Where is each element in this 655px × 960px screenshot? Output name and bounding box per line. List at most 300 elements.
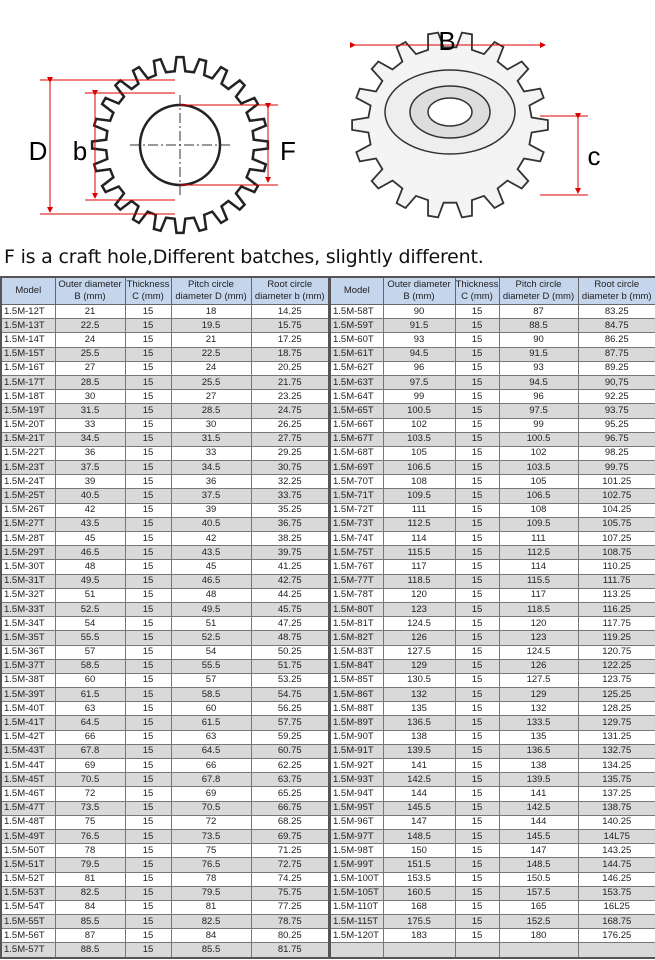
table-row [330,773,655,787]
cell-model: 1.5M-81T [330,617,383,631]
cell-pitch-diameter: 114 [499,560,578,574]
header-thickness: Thickness C (mm) [455,277,499,305]
table-row [330,432,655,446]
cell-root-diameter: 93.75 [578,404,655,418]
cell-root-diameter: 35.25 [251,503,329,517]
cell-outer-diameter: 75 [55,815,125,829]
cell-pitch-diameter: 97.5 [499,404,578,418]
cell-thickness: 15 [125,617,171,631]
cell-model: 1.5M-26T [1,503,55,517]
cell-root-diameter: 42.75 [251,574,329,588]
cell-thickness: 15 [455,886,499,900]
table-row [1,560,329,574]
cell-outer-diameter: 135 [383,702,455,716]
cell-outer-diameter: 54 [55,617,125,631]
cell-outer-diameter: 112.5 [383,517,455,531]
table-row [1,418,329,432]
cell-model: 1.5M-32T [1,588,55,602]
header-pitch-diameter: Pitch circle diameter D (mm) [171,277,251,305]
cell-model: 1.5M-69T [330,461,383,475]
header-model: Model [1,277,55,305]
cell-pitch-diameter: 36 [171,475,251,489]
cell-model: 1.5M-13T [1,319,55,333]
cell-pitch-diameter: 117 [499,588,578,602]
cell-model: 1.5M-52T [1,872,55,886]
table-row [330,688,655,702]
cell-pitch-diameter: 115.5 [499,574,578,588]
cell-outer-diameter: 24 [55,333,125,347]
cell-root-diameter: 144.75 [578,858,655,872]
cell-root-diameter: 140.25 [578,815,655,829]
cell-outer-diameter: 153.5 [383,872,455,886]
cell-model: 1.5M-62T [330,361,383,375]
cell-outer-diameter: 76.5 [55,829,125,843]
table-row [330,815,655,829]
table-row [1,900,329,914]
cell-root-diameter: 105.75 [578,517,655,531]
cell-outer-diameter: 93 [383,333,455,347]
table-row [1,645,329,659]
cell-pitch-diameter: 180 [499,929,578,943]
cell-model: 1.5M-60T [330,333,383,347]
cell-thickness: 15 [125,461,171,475]
cell-pitch-diameter: 136.5 [499,744,578,758]
cell-root-diameter: 69.75 [251,829,329,843]
cell-model: 1.5M-71T [330,489,383,503]
cell-model: 1.5M-54T [1,900,55,914]
cell-outer-diameter: 142.5 [383,773,455,787]
cell-model: 1.5M-37T [1,659,55,673]
cell-pitch-diameter: 145.5 [499,829,578,843]
cell-model: 1.5M-42T [1,730,55,744]
cell-thickness: 15 [455,716,499,730]
table-row [1,702,329,716]
table-row [1,716,329,730]
table-row [1,872,329,886]
table-row [1,305,329,319]
table-row [330,900,655,914]
cell-root-diameter: 71.25 [251,844,329,858]
cell-pitch-diameter: 150.5 [499,872,578,886]
cell-root-diameter [578,943,655,958]
table-row [330,489,655,503]
cell-root-diameter: 63.75 [251,773,329,787]
cell-thickness: 15 [125,574,171,588]
cell-root-diameter: 16L25 [578,900,655,914]
cell-model: 1.5M-14T [1,333,55,347]
cell-pitch-diameter: 18 [171,305,251,319]
cell-thickness: 15 [125,858,171,872]
cell-root-diameter: 59.25 [251,730,329,744]
table-row [330,673,655,687]
cell-pitch-diameter: 127.5 [499,673,578,687]
cell-thickness: 15 [455,759,499,773]
cell-outer-diameter: 36 [55,446,125,460]
cell-model: 1.5M-72T [330,503,383,517]
cell-model: 1.5M-58T [330,305,383,319]
cell-thickness: 15 [455,602,499,616]
cell-root-diameter: 134.25 [578,759,655,773]
cell-outer-diameter: 91.5 [383,319,455,333]
cell-outer-diameter: 114 [383,532,455,546]
cell-pitch-diameter: 87 [499,305,578,319]
cell-outer-diameter: 160.5 [383,886,455,900]
cell-outer-diameter: 66 [55,730,125,744]
cell-model: 1.5M-96T [330,815,383,829]
table-row [330,744,655,758]
cell-model: 1.5M-66T [330,418,383,432]
cell-pitch-diameter [499,943,578,958]
cell-root-diameter: 84.75 [578,319,655,333]
cell-thickness: 15 [125,503,171,517]
cell-thickness: 15 [125,489,171,503]
cell-root-diameter: 108.75 [578,546,655,560]
cell-root-diameter: 104.25 [578,503,655,517]
cell-model: 1.5M-80T [330,602,383,616]
cell-root-diameter: 26.25 [251,418,329,432]
table-row [330,886,655,900]
cell-root-diameter: 72.75 [251,858,329,872]
cell-pitch-diameter: 157.5 [499,886,578,900]
cell-root-diameter: 57.75 [251,716,329,730]
table-row [1,915,329,929]
cell-root-diameter: 75.75 [251,886,329,900]
cell-pitch-diameter: 52.5 [171,631,251,645]
cell-pitch-diameter: 66 [171,759,251,773]
cell-outer-diameter: 55.5 [55,631,125,645]
cell-root-diameter: 122.25 [578,659,655,673]
cell-model: 1.5M-12T [1,305,55,319]
gear-diagram [0,0,655,240]
table-row [1,347,329,361]
table-row [1,673,329,687]
table-row [330,361,655,375]
cell-model: 1.5M-61T [330,347,383,361]
cell-pitch-diameter: 37.5 [171,489,251,503]
cell-thickness: 15 [125,688,171,702]
cell-outer-diameter: 43.5 [55,517,125,531]
cell-pitch-diameter: 108 [499,503,578,517]
cell-model: 1.5M-59T [330,319,383,333]
cell-pitch-diameter: 31.5 [171,432,251,446]
cell-pitch-diameter: 73.5 [171,829,251,843]
table-row [1,390,329,404]
table-row [1,446,329,460]
cell-model: 1.5M-76T [330,560,383,574]
cell-root-diameter: 27.75 [251,432,329,446]
cell-thickness: 15 [125,716,171,730]
cell-pitch-diameter: 24 [171,361,251,375]
cell-outer-diameter: 73.5 [55,801,125,815]
cell-root-diameter: 48.75 [251,631,329,645]
cell-model: 1.5M-91T [330,744,383,758]
cell-root-diameter: 113.25 [578,588,655,602]
table-row [1,546,329,560]
table-row [330,787,655,801]
cell-model: 1.5M-51T [1,858,55,872]
cell-outer-diameter: 138 [383,730,455,744]
cell-thickness: 15 [455,461,499,475]
cell-root-diameter: 90,75 [578,375,655,389]
cell-model: 1.5M-95T [330,801,383,815]
cell-outer-diameter: 115.5 [383,546,455,560]
table-row [330,347,655,361]
table-row [330,588,655,602]
cell-pitch-diameter: 58.5 [171,688,251,702]
cell-pitch-diameter: 72 [171,815,251,829]
cell-thickness: 15 [455,787,499,801]
cell-outer-diameter: 151.5 [383,858,455,872]
cell-pitch-diameter: 30 [171,418,251,432]
cell-pitch-diameter: 63 [171,730,251,744]
cell-root-diameter: 54.75 [251,688,329,702]
cell-pitch-diameter: 165 [499,900,578,914]
cell-pitch-diameter: 85.5 [171,943,251,958]
cell-thickness: 15 [125,446,171,460]
cell-outer-diameter: 22.5 [55,319,125,333]
table-row [330,801,655,815]
table-row [330,461,655,475]
cell-root-diameter: 168.75 [578,915,655,929]
cell-root-diameter: 33.75 [251,489,329,503]
cell-root-diameter: 30.75 [251,461,329,475]
caption: F is a craft hole,Different batches, slightly different. [4,246,484,268]
cell-thickness: 15 [455,773,499,787]
cell-pitch-diameter: 90 [499,333,578,347]
cell-thickness: 15 [125,886,171,900]
cell-thickness: 15 [125,517,171,531]
cell-root-diameter: 116.25 [578,602,655,616]
cell-outer-diameter: 34.5 [55,432,125,446]
cell-thickness: 15 [455,333,499,347]
cell-model: 1.5M-19T [1,404,55,418]
cell-model: 1.5M-92T [330,759,383,773]
cell-thickness: 15 [125,418,171,432]
cell-root-diameter: 138.75 [578,801,655,815]
cell-pitch-diameter: 118.5 [499,602,578,616]
cell-outer-diameter: 87 [55,929,125,943]
cell-model: 1.5M-30T [1,560,55,574]
cell-root-diameter: 36.75 [251,517,329,531]
cell-thickness: 15 [455,631,499,645]
cell-outer-diameter: 105 [383,446,455,460]
cell-model: 1.5M-44T [1,759,55,773]
cell-outer-diameter: 63 [55,702,125,716]
cell-outer-diameter: 150 [383,844,455,858]
cell-model: 1.5M-78T [330,588,383,602]
cell-model: 1.5M-89T [330,716,383,730]
cell-outer-diameter: 33 [55,418,125,432]
cell-outer-diameter: 27 [55,361,125,375]
cell-outer-diameter: 117 [383,560,455,574]
cell-pitch-diameter: 76.5 [171,858,251,872]
cell-thickness: 15 [455,503,499,517]
cell-root-diameter: 44.25 [251,588,329,602]
cell-root-diameter: 65.25 [251,787,329,801]
spec-table-right [329,276,655,959]
cell-thickness: 15 [455,929,499,943]
table-row [330,716,655,730]
cell-outer-diameter: 108 [383,475,455,489]
cell-model: 1.5M-40T [1,702,55,716]
cell-pitch-diameter: 67.8 [171,773,251,787]
cell-pitch-diameter: 28.5 [171,404,251,418]
table-row [1,588,329,602]
table-row [330,333,655,347]
cell-pitch-diameter: 82.5 [171,915,251,929]
cell-thickness: 15 [455,659,499,673]
cell-outer-diameter: 79.5 [55,858,125,872]
table-row [1,333,329,347]
table-row [1,319,329,333]
cell-root-diameter: 102.75 [578,489,655,503]
cell-thickness: 15 [455,532,499,546]
table-row [1,617,329,631]
cell-outer-diameter: 148.5 [383,829,455,843]
cell-thickness: 15 [455,432,499,446]
cell-thickness: 15 [455,446,499,460]
cell-thickness: 15 [455,517,499,531]
cell-thickness: 15 [455,588,499,602]
table-row [1,659,329,673]
cell-pitch-diameter: 126 [499,659,578,673]
cell-model: 1.5M-15T [1,347,55,361]
table-row [330,503,655,517]
cell-model: 1.5M-25T [1,489,55,503]
cell-outer-diameter: 30 [55,390,125,404]
cell-pitch-diameter: 132 [499,702,578,716]
cell-outer-diameter: 51 [55,588,125,602]
cell-outer-diameter: 39 [55,475,125,489]
table-row [330,475,655,489]
cell-outer-diameter: 64.5 [55,716,125,730]
cell-pitch-diameter: 84 [171,929,251,943]
cell-thickness: 15 [125,744,171,758]
table-row [1,943,329,958]
cell-model: 1.5M-73T [330,517,383,531]
cell-model: 1.5M-39T [1,688,55,702]
cell-pitch-diameter: 70.5 [171,801,251,815]
cell-model: 1.5M-97T [330,829,383,843]
cell-root-diameter: 47.25 [251,617,329,631]
table-row [330,829,655,843]
cell-thickness: 15 [455,872,499,886]
cell-thickness: 15 [455,829,499,843]
cell-outer-diameter [383,943,455,958]
cell-pitch-diameter: 33 [171,446,251,460]
table-row [1,815,329,829]
cell-root-diameter: 81.75 [251,943,329,958]
cell-outer-diameter: 61.5 [55,688,125,702]
cell-model: 1.5M-64T [330,390,383,404]
table-row [330,517,655,531]
cell-root-diameter: 111.75 [578,574,655,588]
cell-model: 1.5M-77T [330,574,383,588]
table-row [330,375,655,389]
table-row [330,446,655,460]
cell-outer-diameter: 72 [55,787,125,801]
cell-thickness: 15 [125,375,171,389]
table-row [330,305,655,319]
cell-model: 1.5M-67T [330,432,383,446]
cell-outer-diameter: 57 [55,645,125,659]
cell-pitch-diameter: 152.5 [499,915,578,929]
table-row [1,517,329,531]
cell-thickness: 15 [125,759,171,773]
cell-root-diameter: 125.25 [578,688,655,702]
cell-root-diameter: 99.75 [578,461,655,475]
cell-thickness: 15 [125,801,171,815]
cell-model: 1.5M-105T [330,886,383,900]
label-D: D [28,136,48,166]
cell-model: 1.5M-31T [1,574,55,588]
cell-model: 1.5M-49T [1,829,55,843]
cell-root-diameter: 23.25 [251,390,329,404]
table-row [330,659,655,673]
cell-pitch-diameter: 124.5 [499,645,578,659]
cell-model: 1.5M-22T [1,446,55,460]
cell-pitch-diameter: 103.5 [499,461,578,475]
table-row [330,574,655,588]
table-row [330,730,655,744]
cell-pitch-diameter: 60 [171,702,251,716]
cell-model: 1.5M-48T [1,815,55,829]
cell-thickness: 15 [125,929,171,943]
cell-thickness: 15 [455,347,499,361]
cell-outer-diameter: 100.5 [383,404,455,418]
header-outer-diameter: Outer diameter B (mm) [55,277,125,305]
table-row [1,375,329,389]
cell-outer-diameter: 94.5 [383,347,455,361]
cell-outer-diameter: 118.5 [383,574,455,588]
cell-pitch-diameter: 129 [499,688,578,702]
cell-outer-diameter: 144 [383,787,455,801]
cell-thickness: 15 [125,659,171,673]
cell-outer-diameter: 46.5 [55,546,125,560]
cell-root-diameter: 77.25 [251,900,329,914]
side-view-gear [352,26,600,217]
cell-root-diameter: 78.75 [251,915,329,929]
cell-outer-diameter: 37.5 [55,461,125,475]
cell-root-diameter: 132.75 [578,744,655,758]
table-row [1,801,329,815]
cell-pitch-diameter: 19.5 [171,319,251,333]
table-row [1,503,329,517]
cell-thickness: 15 [455,546,499,560]
cell-thickness: 15 [455,744,499,758]
table-row [1,886,329,900]
table-row [330,560,655,574]
cell-root-diameter: 62.25 [251,759,329,773]
cell-outer-diameter: 82.5 [55,886,125,900]
cell-outer-diameter: 141 [383,759,455,773]
cell-pitch-diameter: 51 [171,617,251,631]
cell-pitch-diameter: 54 [171,645,251,659]
cell-model: 1.5M-55T [1,915,55,929]
cell-model: 1.5M-100T [330,872,383,886]
table-row [330,943,655,958]
cell-thickness: 15 [125,815,171,829]
cell-outer-diameter: 49.5 [55,574,125,588]
cell-thickness: 15 [125,943,171,958]
cell-pitch-diameter: 99 [499,418,578,432]
cell-root-diameter: 137.25 [578,787,655,801]
cell-model: 1.5M-23T [1,461,55,475]
label-c: c [587,141,601,171]
cell-pitch-diameter: 40.5 [171,517,251,531]
cell-thickness: 15 [125,333,171,347]
cell-outer-diameter: 139.5 [383,744,455,758]
